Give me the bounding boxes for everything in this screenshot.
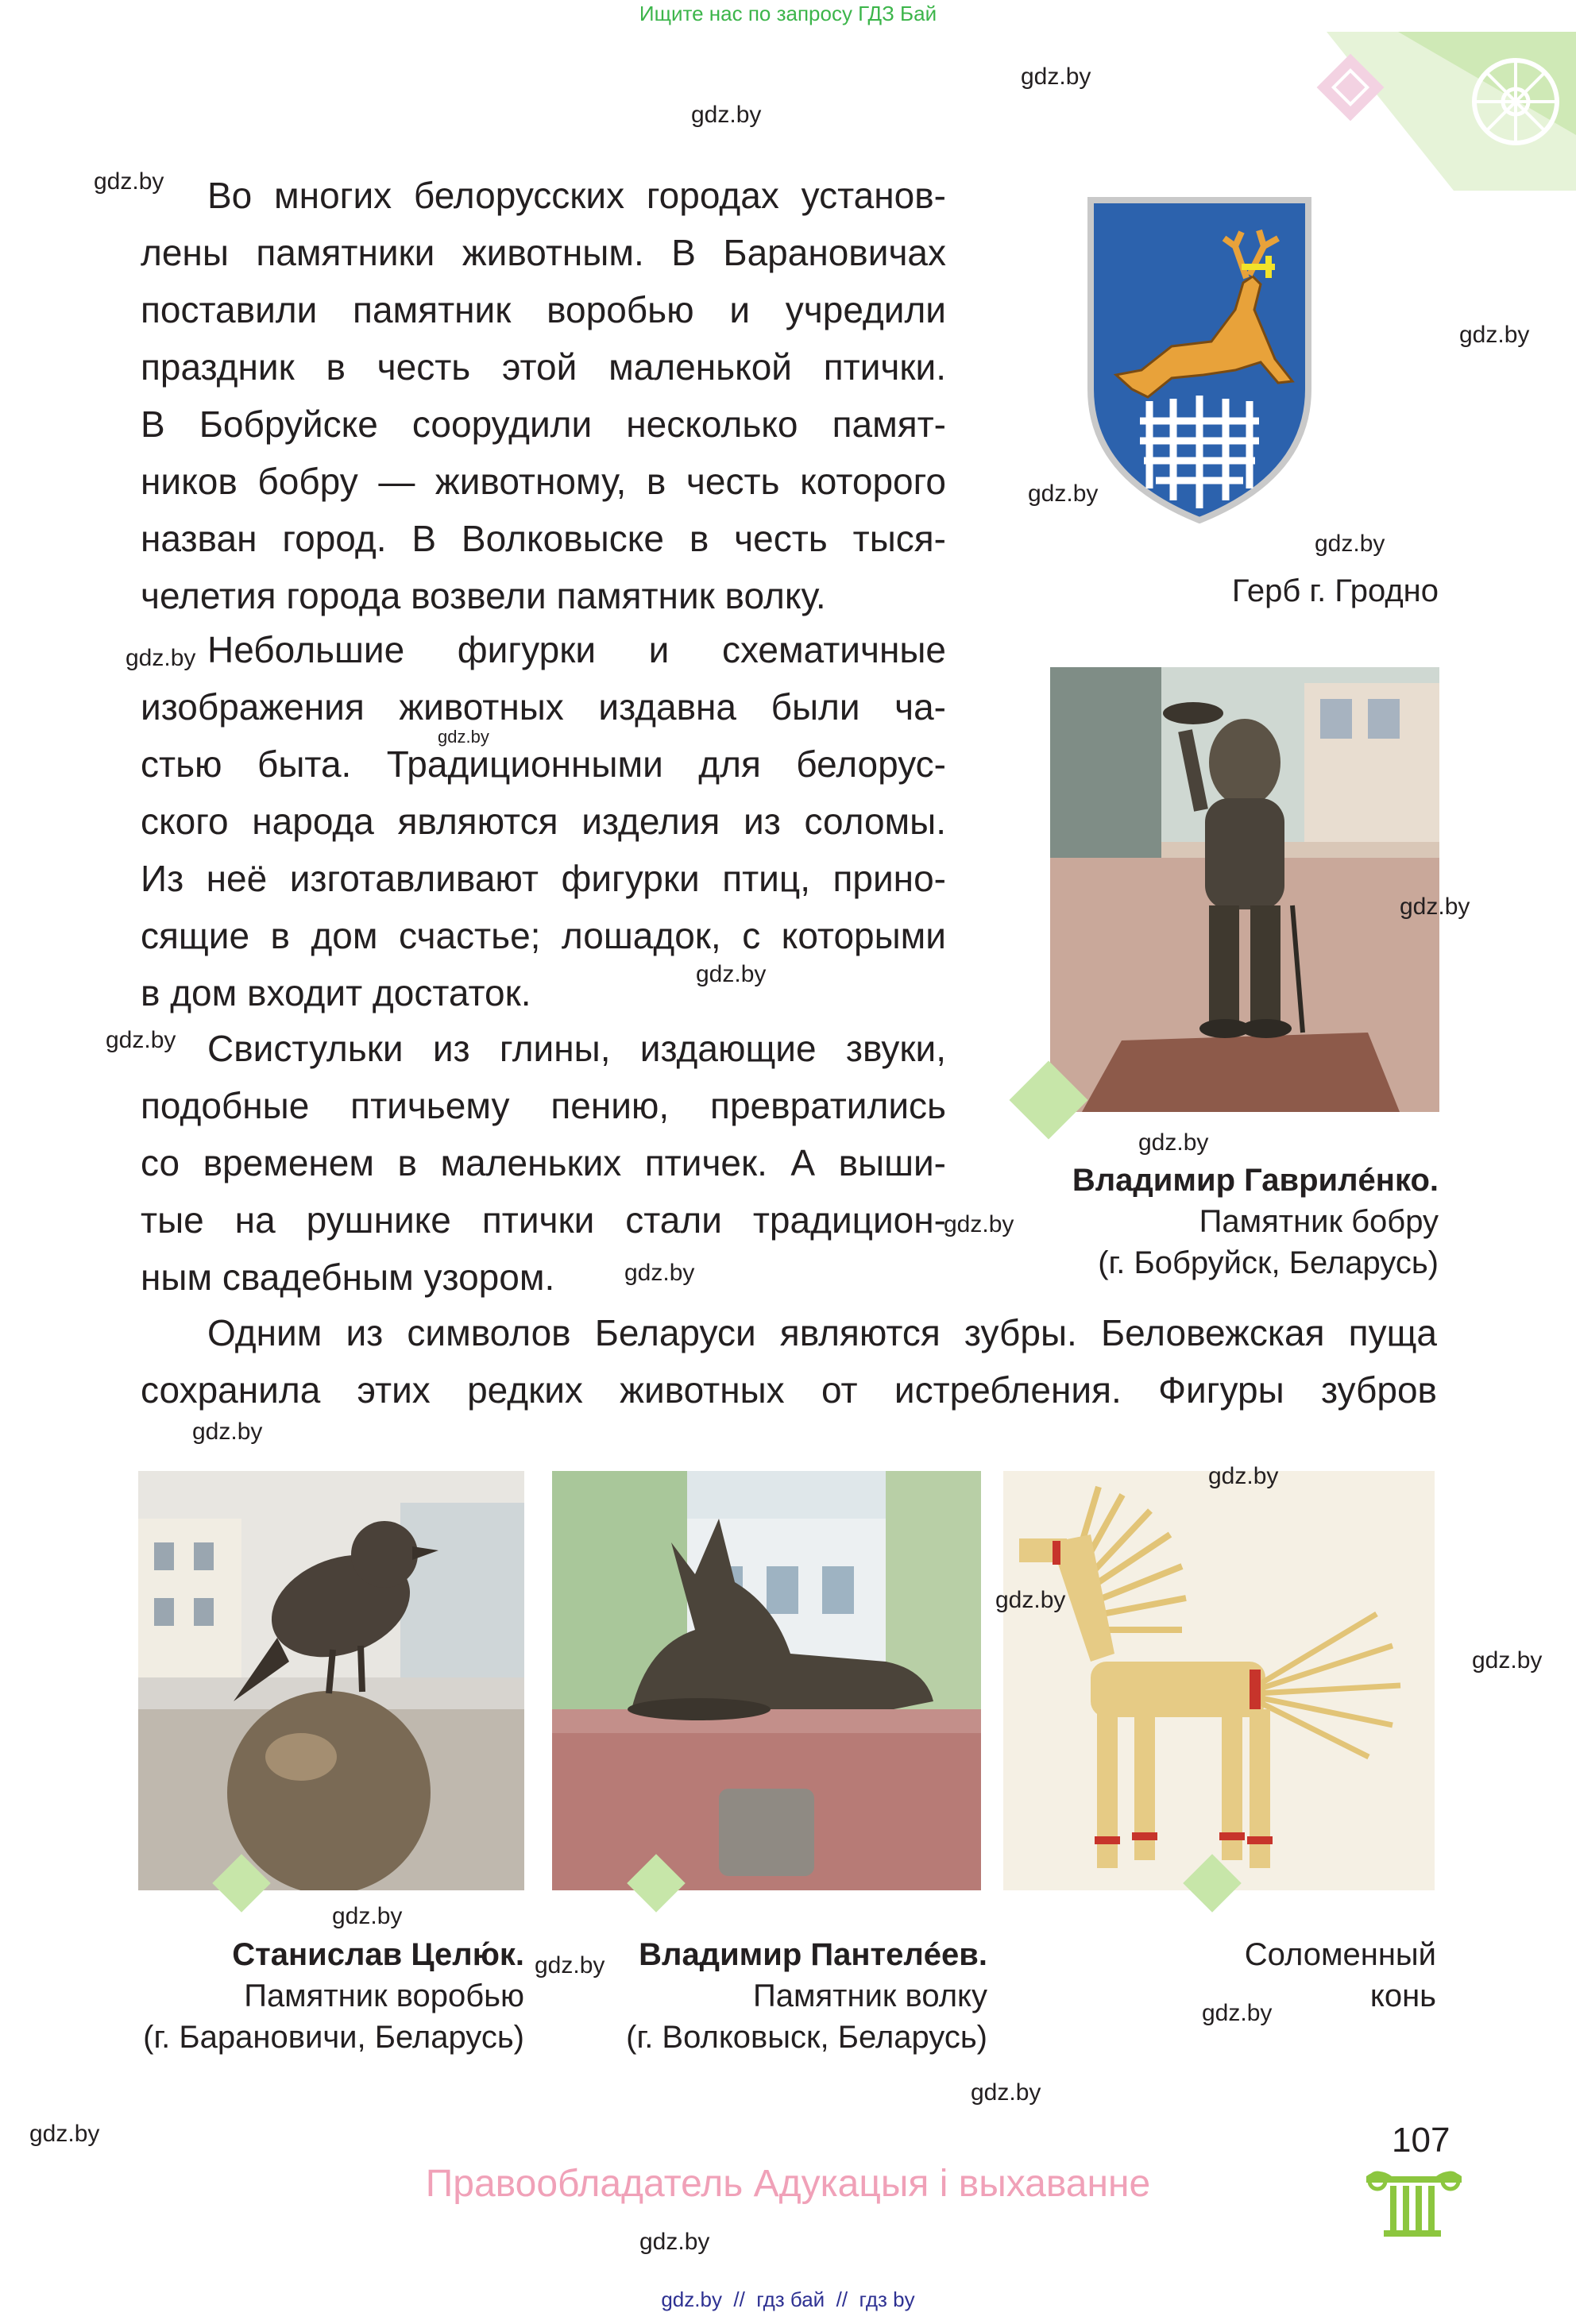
watermark: gdz.by [1400,894,1470,920]
text-line: ского народа являются изделия из соломы. [141,801,946,842]
watermark: gdz.by [639,2229,710,2255]
bottom-links[interactable]: gdz.by // гдз бай // гдз by [661,2287,915,2311]
watermark: gdz.by [971,2079,1041,2106]
caption-title: Памятник волку [753,1978,987,2013]
top-banner[interactable]: Ищите нас по запросу ГДЗ Бай [639,2,937,25]
wolf-monument-photo [552,1471,981,1890]
beaver-monument-photo [1050,667,1439,1112]
caption-title: Памятник воробью [244,1978,524,2013]
text-line: лены памятники животным. В Барановичах [141,232,946,273]
grodno-coat-of-arms-image [1084,191,1315,528]
text-line: челетия города возвели памятник волку. [141,575,826,616]
caption-title: Герб г. Гродно [1231,573,1439,608]
caption-place: (г. Барановичи, Беларусь) [143,2020,524,2055]
coat-of-arms-caption [1232,570,1439,612]
text-line: тые на рушнике птички стали традицион- [141,1199,946,1241]
watermark: gdz.by [691,102,762,128]
text-line: назван город. В Волковыске в честь тыся- [141,518,946,559]
text-line: Во многих белорусских городах установ- [207,175,946,216]
caption-title: Памятник бобру [1199,1204,1439,1239]
text-line: Из неё изготавливают фигурки птиц, прино- [141,858,946,899]
watermark: gdz.by [1138,1129,1209,1156]
text-line: со временем в маленьких птичек. А выши- [141,1142,946,1183]
sparrow-caption [143,1934,524,2058]
paragraph-3 [141,1020,946,1306]
horse-caption [1245,1934,1436,2017]
text-line: праздник в честь этой маленькой птички. [141,346,946,388]
caption-author: Владимир Пантелéев. [639,1937,987,1972]
caption-line: Соломенный [1244,1937,1436,1972]
paragraph-1 [141,167,946,624]
text-line: В Бобруйске соорудили несколько памят- [141,403,946,445]
text-line: изображения животных издавна были ча- [141,686,946,728]
text-line: стью быта. Традиционными для белорус- [141,743,946,785]
text-line: поставили памятник воробью и учредили [141,289,946,330]
caption-place: (г. Бобруйск, Беларусь) [1098,1245,1439,1280]
paragraph-4 [141,1304,1437,1419]
straw-horse-photo [1003,1471,1435,1890]
beaver-caption [1072,1160,1439,1284]
watermark: gdz.by [696,961,767,987]
text-line: Небольшие фигурки и схематичные [207,629,946,670]
paragraph-2 [141,621,946,1021]
watermark: gdz.by [535,1952,605,1978]
watermark: gdz.by [1315,531,1385,557]
watermark: gdz.by [94,168,164,195]
watermark: gdz.by [1208,1463,1279,1489]
text-line: Одним из символов Беларуси являются зубры. Беловежская пуща [207,1312,1437,1353]
text-line: ным свадебным узором. [141,1257,555,1298]
sparrow-monument-photo [138,1471,524,1890]
page-number: 107 [1392,2121,1450,2160]
text-line: в дом входит достаток. [141,972,531,1013]
caption-author: Владимир Гаврилéнко. [1072,1163,1439,1198]
text-line: сящие в дом счастье; лошадок, с которыми [141,915,946,956]
watermark: gdz.by [192,1419,263,1445]
watermark: gdz.by [1459,322,1530,348]
watermark: gdz.by [1202,2000,1273,2026]
text-line: ников бобру — животному, в честь которого [141,461,946,502]
watermark: gdz.by [1028,481,1099,507]
watermark: gdz.by [944,1211,1014,1237]
corner-ornament [1303,32,1576,191]
caption-author: Станислав Целю́к. [232,1937,524,1972]
wolf-caption [626,1934,987,2058]
copyright-owner: Правообладатель Адукацыя і выхаванне [425,2163,1151,2205]
watermark: gdz.by [438,727,489,747]
watermark: gdz.by [29,2121,100,2147]
text-line: Свистульки из глины, издающие звуки, [207,1028,946,1069]
watermark: gdz.by [624,1260,695,1286]
text-line: сохранила этих редких животных от истребления. Фигуры зубров [141,1369,1437,1411]
watermark: gdz.by [106,1027,176,1053]
watermark: gdz.by [1021,64,1091,90]
text-line: подобные птичьему пению, превратились [141,1085,946,1126]
caption-line: конь [1369,1978,1436,2013]
watermark: gdz.by [1472,1647,1543,1674]
caption-place: (г. Волковыск, Беларусь) [626,2020,987,2055]
watermark: gdz.by [995,1587,1066,1613]
watermark: gdz.by [332,1903,403,1929]
watermark: gdz.by [126,645,196,671]
